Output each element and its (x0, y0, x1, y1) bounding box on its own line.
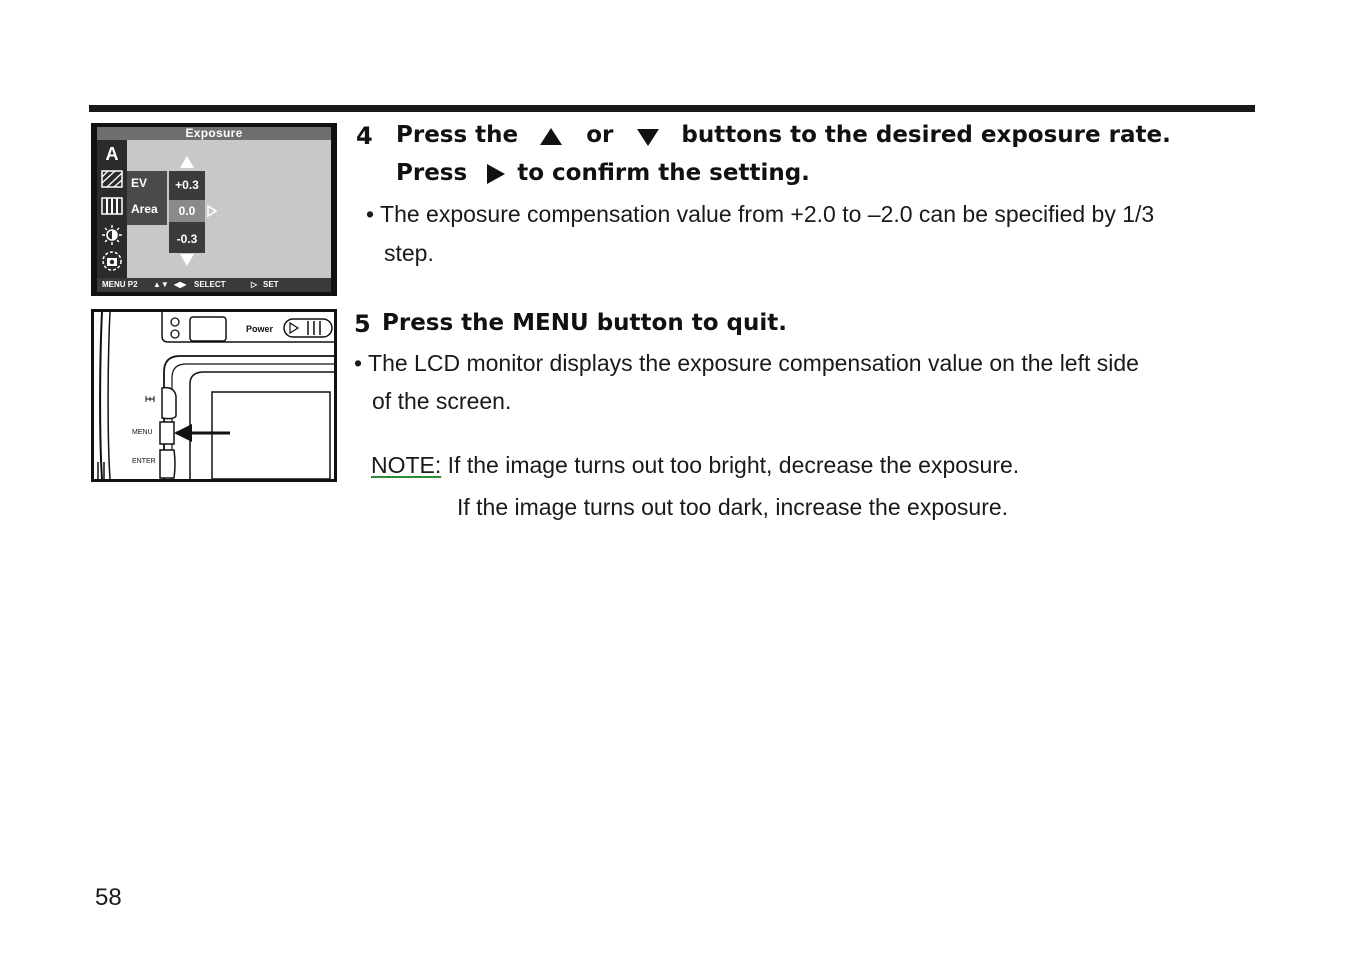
down-triangle-icon (635, 125, 661, 147)
step-5-title: Press the MENU button to quit. (382, 310, 787, 336)
hatch-pattern-icon (100, 170, 124, 194)
enter-button-label: ENTER (132, 458, 156, 465)
lcd-label-ev: EV (131, 176, 148, 190)
lcd-icon-column (97, 140, 127, 278)
lcd-exposure-menu-screenshot (91, 123, 337, 296)
lcd-footer (97, 278, 331, 292)
step-4-line-2 (396, 160, 810, 186)
lcd-footer-menu: MENU P2 (102, 280, 138, 289)
lcd-value-selected: 0.0 (178, 204, 196, 218)
step-5-number: 5 (354, 310, 371, 338)
lcd-footer-set: SET (263, 280, 279, 289)
lcd-value-up: +0.3 (175, 178, 199, 192)
step-4-text-d: Press (396, 160, 468, 186)
lcd-value-down: -0.3 (176, 232, 198, 246)
power-label: Power (246, 324, 274, 334)
step-4-bullet-line-2: step. (384, 240, 434, 266)
camera-back-illustration (91, 309, 337, 482)
lcd-up-arrow-icon (179, 155, 195, 169)
lcd-down-arrow-icon (179, 253, 195, 267)
note-label: NOTE: (371, 452, 442, 478)
step-4-text-b: or (586, 122, 614, 148)
step-4-text-c: buttons to the desired exposure rate. (681, 122, 1171, 148)
auto-mode-icon: A (105, 144, 119, 164)
step-5-bullet-line-2: of the screen. (372, 388, 512, 414)
step-4-text-a: Press the (396, 122, 519, 148)
lcd-right-arrow-icon (206, 204, 218, 218)
brightness-icon (100, 224, 124, 248)
lcd-footer-select: SELECT (194, 280, 226, 289)
note-line-1 (371, 452, 1019, 479)
lcd-title: Exposure (97, 127, 331, 140)
lcd-label-area: Area (131, 202, 158, 216)
step-4-number: 4 (356, 122, 373, 150)
camera-body-drawing (94, 312, 334, 479)
metering-bars-icon (100, 197, 124, 221)
up-triangle-icon (538, 125, 564, 147)
step-4-bullet-line-1: • The exposure compensation value from +2.0 to –2.0 can be specified by 1/3 (366, 201, 1155, 227)
lcd-screen (97, 127, 331, 292)
lcd-leftright-icon: ◀▶ (174, 280, 187, 289)
lcd-set-arrow-icon: ▷ (251, 280, 258, 289)
step-4-text-e: to confirm the setting. (517, 160, 810, 186)
right-triangle-icon (485, 162, 507, 186)
header-rule (89, 105, 1255, 112)
camera-setup-icon (100, 250, 124, 274)
lcd-value-column (169, 171, 205, 253)
menu-button-label: MENU (132, 429, 153, 436)
note-text-1: If the image turns out too bright, decrease the exposure. (447, 452, 1020, 478)
page-number: 58 (95, 884, 122, 911)
lcd-updown-icon: ▲▼ (153, 280, 169, 289)
step-5-bullet-line-1: • The LCD monitor displays the exposure compensation value on the left side (354, 350, 1139, 376)
lcd-label-column (127, 171, 167, 225)
note-line-2: If the image turns out too dark, increase the exposure. (457, 494, 1009, 520)
step-4-line-1 (396, 122, 1171, 148)
